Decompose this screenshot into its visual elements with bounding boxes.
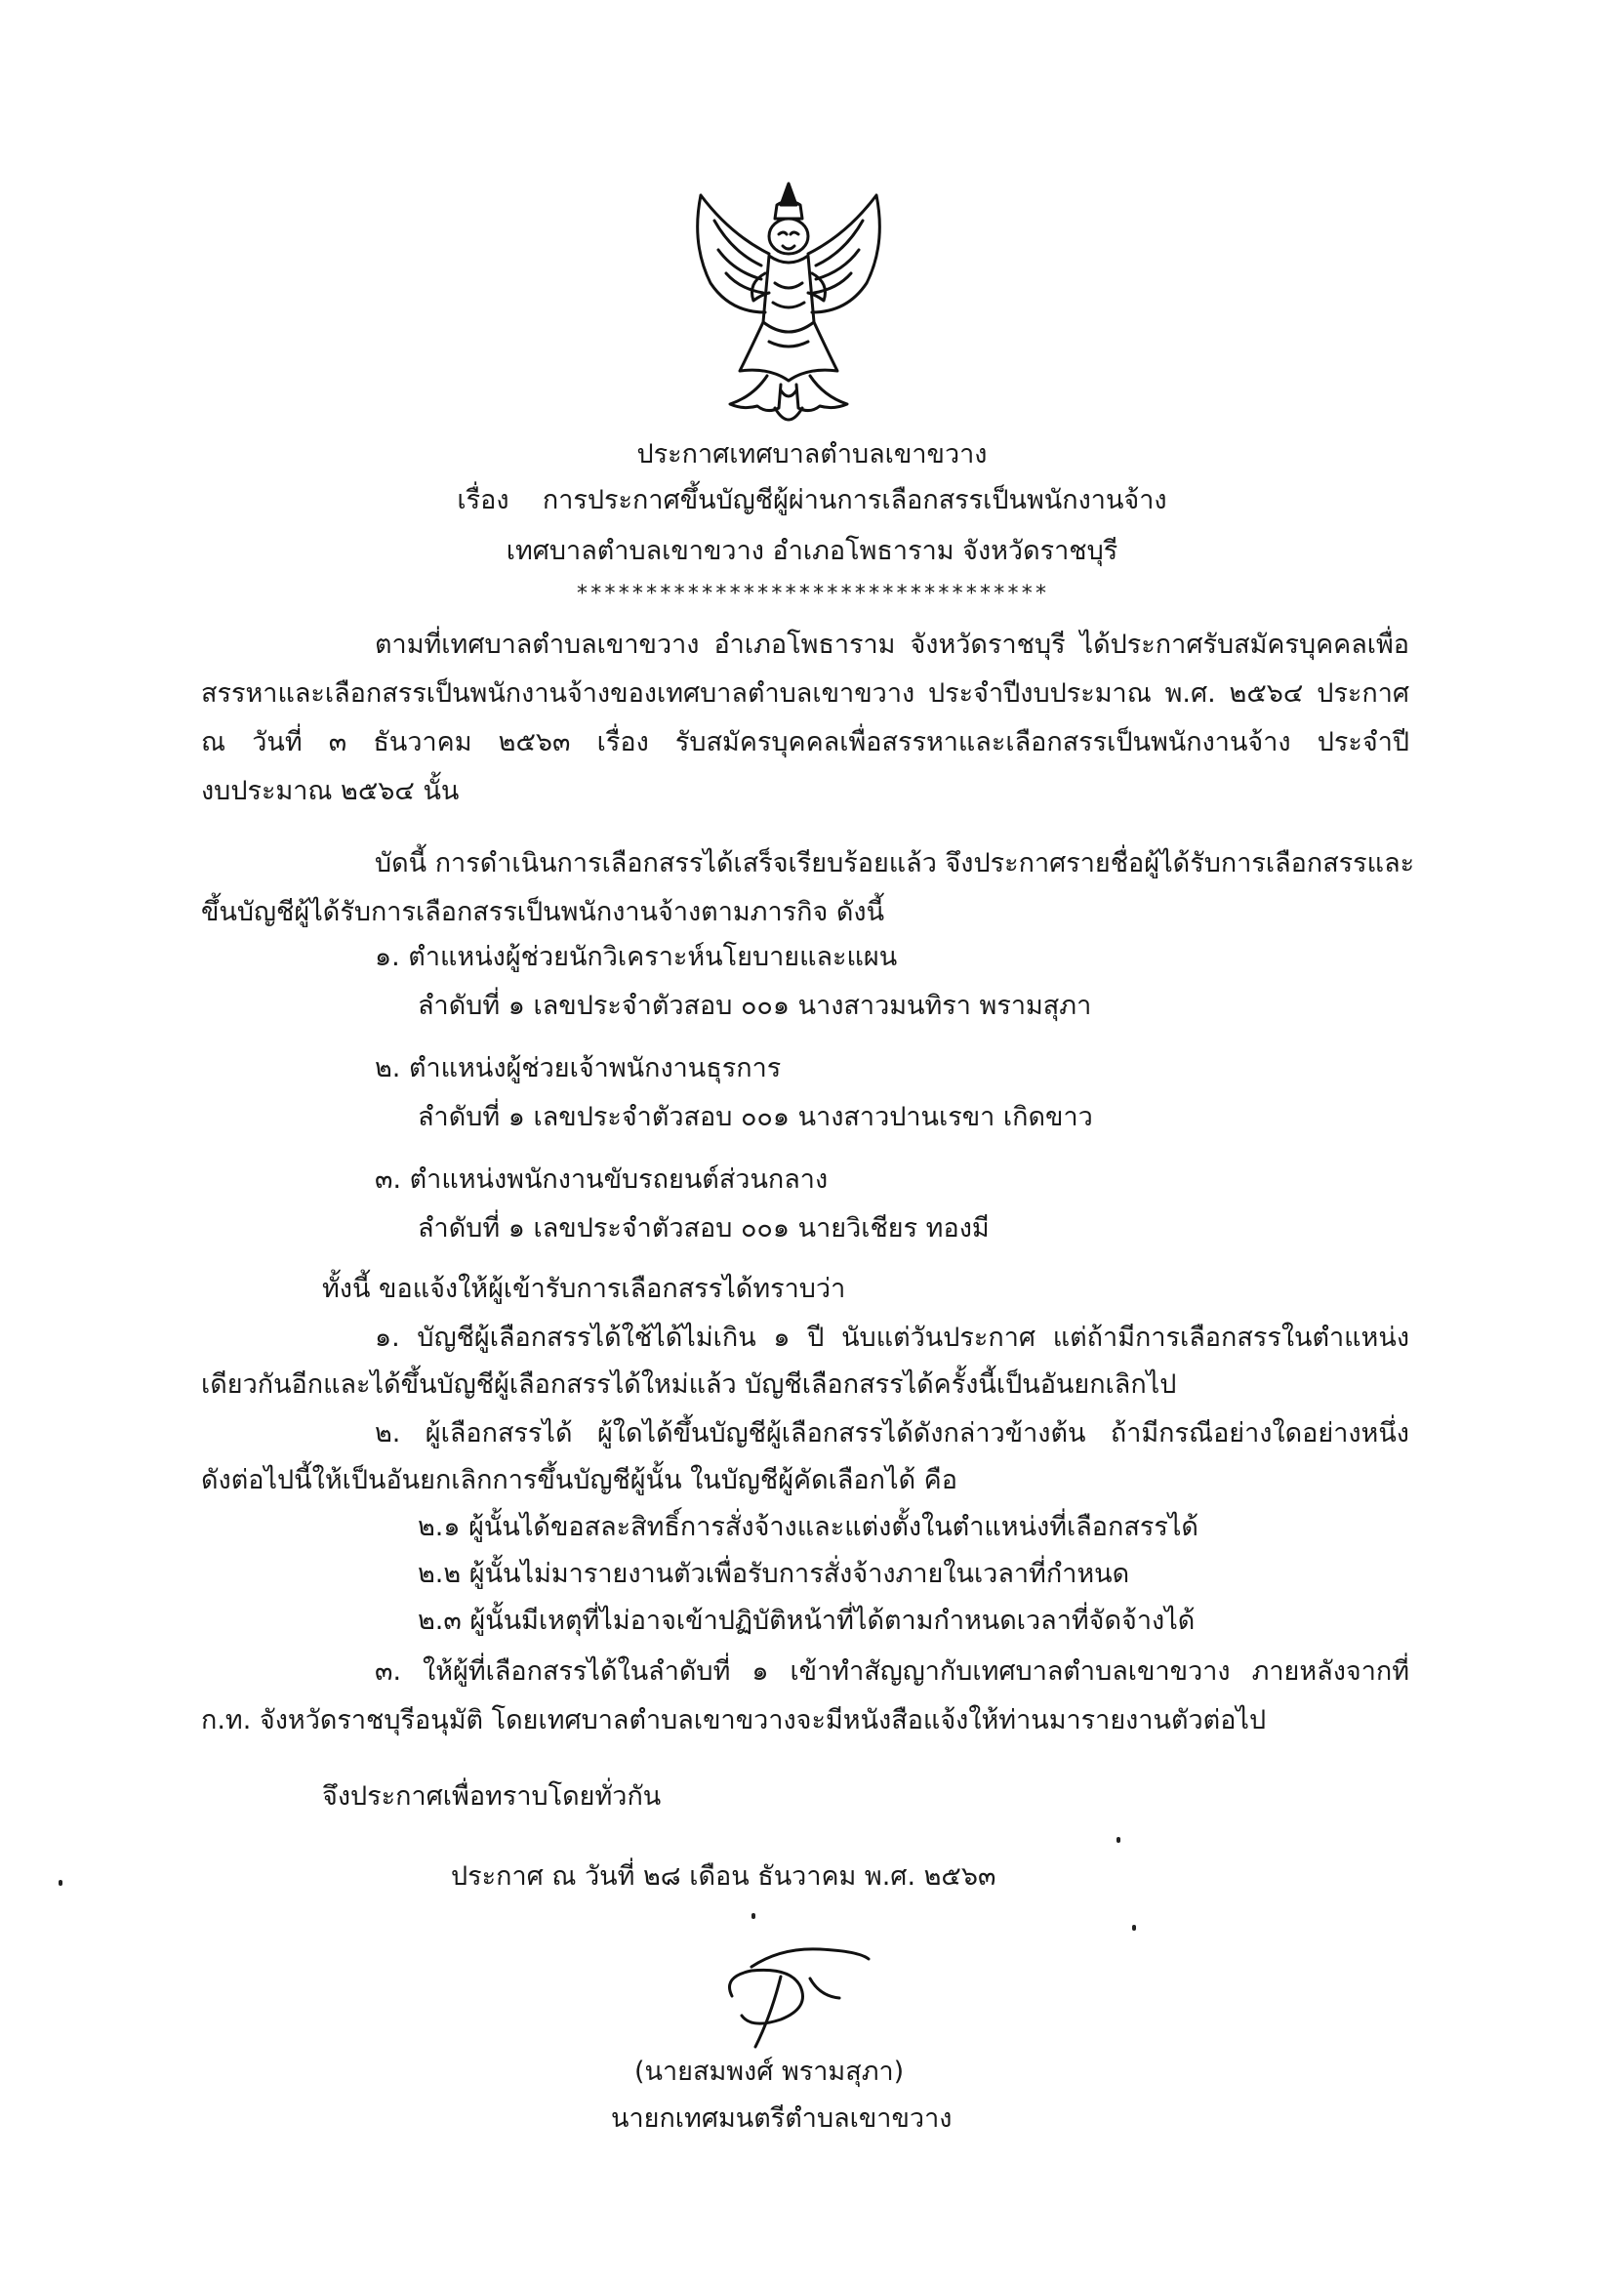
now-line-1: บัดนี้ การดำเนินการเลือกสรรได้เสร็จเรียบร้อยแล้ว จึงประกาศรายชื่อผู้ได้รับการเลือกสรรและ [375,848,1415,878]
handwritten-signature-icon [712,1937,878,2055]
signer-name: (นายสมพงศ์ พรามสุภา) [634,2057,905,2087]
scan-speck [751,1913,755,1919]
notice-2-line-2: ดังต่อไปนี้ให้เป็นอันยกเลิกการขึ้นบัญชีผู้นั้น ในบัญชีผู้คัดเลือกได้ คือ [201,1465,957,1495]
notice-intro: ทั้งนี้ ขอแจ้งให้ผู้เข้ารับการเลือกสรรได้ทราบว่า [322,1274,846,1304]
notice-1-line-2: เดียวกันอีกและได้ขึ้นบัญชีผู้เลือกสรรได้ใหม่แล้ว บัญชีเลือกสรรได้ครั้งนี้เป็นอันยกเลิกไป [201,1369,1177,1400]
position-1-entry: ลำดับที่ ๑ เลขประจำตัวสอบ ๐๐๑ นางสาวมนทิรา พรามสุภา [418,991,1092,1021]
notice-3-line-2: ก.ท. จังหวัดราชบุรีอนุมัติ โดยเทศบาลตำบลเขาขวางจะมีหนังสือแจ้งให้ท่านมารายงานตัวต่อไป [201,1705,1267,1735]
subject-line [0,482,1624,519]
intro-line-4: งบประมาณ ๒๕๖๔ นั้น [201,776,460,806]
scan-speck [1116,1837,1120,1843]
now-line-2: ขึ้นบัญชีผู้ได้รับการเลือกสรรเป็นพนักงานจ้างตามภารกิจ ดังนี้ [201,897,885,927]
notice-1-line-1: ๑. บัญชีผู้เลือกสรรได้ใช้ได้ไม่เกิน ๑ ปี นับแต่วันประกาศ แต่ถ้ามีการเลือกสรรในตำแหน่ง [375,1323,1409,1353]
subject-label: เรื่อง [457,485,509,515]
notice-2-item-3: ๒.๓ ผู้นั้นมีเหตุที่ไม่อาจเข้าปฏิบัติหน้าที่ได้ตามกำหนดเวลาที่จัดจ้างได้ [418,1606,1196,1636]
position-2-title: ๒. ตำแหน่งผู้ช่วยเจ้าพนักงานธุรการ [375,1053,782,1083]
subject-text: การประกาศขึ้นบัญชีผู้ผ่านการเลือกสรรเป็นพนักงานจ้าง [542,485,1167,515]
announcement-title: ประกาศเทศบาลตำบลเขาขวาง [636,439,988,469]
subject-line-2: เทศบาลตำบลเขาขวาง อำเภอโพธาราม จังหวัดราชบุรี [506,536,1118,566]
position-3-title: ๓. ตำแหน่งพนักงานขับรถยนต์ส่วนกลาง [375,1164,829,1195]
notice-2-line-1: ๒. ผู้เลือกสรรได้ ผู้ใดได้ขึ้นบัญชีผู้เลือกสรรได้ดังกล่าวข้างต้น ถ้ามีกรณีอย่างใดอย่างหนึ่ง [375,1418,1409,1448]
position-3-entry: ลำดับที่ ๑ เลขประจำตัวสอบ ๐๐๑ นายวิเชียร ทองมี [418,1213,990,1244]
intro-line-2: สรรหาและเลือกสรรเป็นพนักงานจ้างของเทศบาลตำบลเขาขวาง ประจำปีงบประมาณ พ.ศ. ๒๕๖๔ ประกาศ [201,678,1409,709]
announcement-date: ประกาศ ณ วันที่ ๒๘ เดือน ธันวาคม พ.ศ. ๒๕๖๓ [451,1861,996,1892]
scan-speck [1132,1925,1136,1931]
intro-line-1: ตามที่เทศบาลตำบลเขาขวาง อำเภอโพธาราม จังหวัดราชบุรี ได้ประกาศรับสมัครบุคคลเพื่อ [375,630,1409,660]
closing-text: จึงประกาศเพื่อทราบโดยทั่วกัน [322,1781,662,1812]
notice-3-line-1: ๓. ให้ผู้ที่เลือกสรรได้ในลำดับที่ ๑ เข้าทำสัญญากับเทศบาลตำบลเขาขวาง ภายหลังจากที่ [375,1656,1409,1687]
signer-position: นายกเทศมนตรีตำบลเขาขวาง [611,2103,953,2134]
position-1-title: ๑. ตำแหน่งผู้ช่วยนักวิเคราะห์นโยบายและแผน [375,942,898,972]
garuda-emblem-icon [671,176,906,439]
position-2-entry: ลำดับที่ ๑ เลขประจำตัวสอบ ๐๐๑ นางสาวปานเรขา เกิดขาว [418,1102,1093,1132]
notice-2-item-2: ๒.๒ ผู้นั้นไม่มารายงานตัวเพื่อรับการสั่งจ้างภายในเวลาที่กำหนด [418,1559,1130,1589]
notice-2-item-1: ๒.๑ ผู้นั้นได้ขอสละสิทธิ์การสั่งจ้างและแต่งตั้งในตำแหน่งที่เลือกสรรได้ [418,1512,1198,1542]
separator-stars: ********************************** [575,582,1049,606]
intro-line-3: ณ วันที่ ๓ ธันวาคม ๒๕๖๓ เรื่อง รับสมัครบุคคลเพื่อสรรหาและเลือกสรรเป็นพนักงานจ้าง ประจำปี [201,727,1409,757]
scan-speck [59,1880,62,1886]
